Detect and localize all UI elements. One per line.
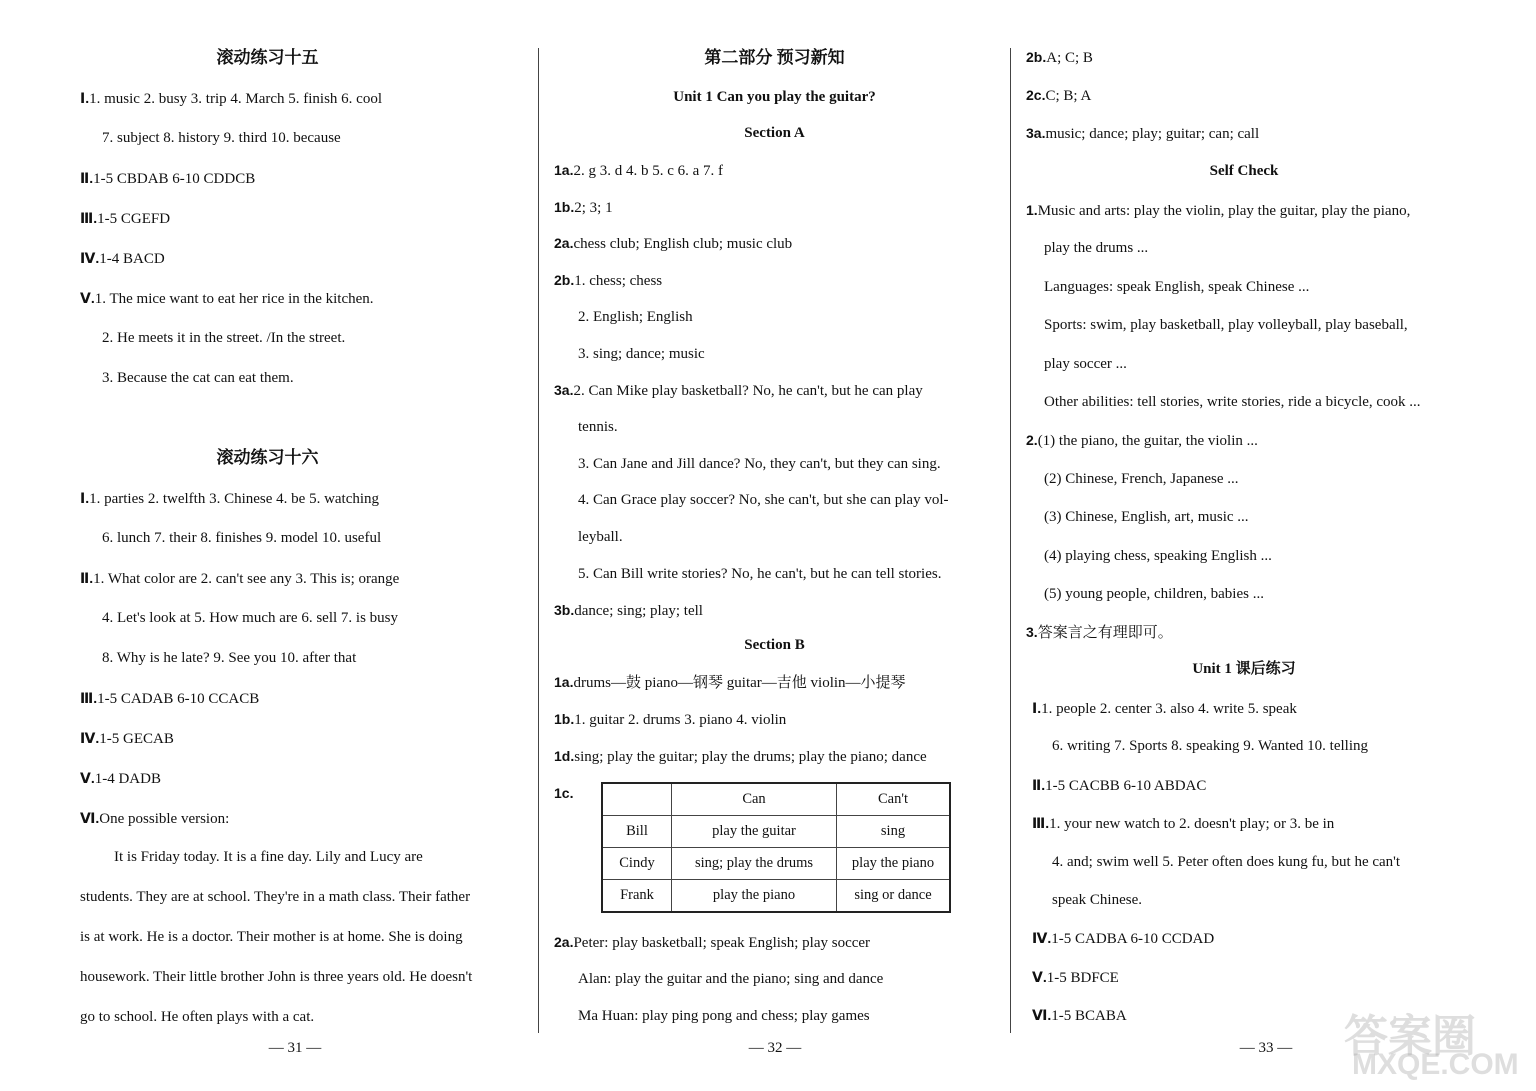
answer-line <box>1026 430 1258 451</box>
answer-text: Alan: play the guitar and the piano; sing and dance <box>578 971 884 987</box>
unit-title: Unit 1 Can you play the guitar? <box>673 89 876 105</box>
answer-line <box>1052 852 1400 872</box>
answer-line <box>1044 546 1272 566</box>
item-label: Ⅰ. <box>80 90 90 106</box>
essay-line: is at work. He is a doctor. Their mother is at home. She is doing <box>80 929 463 945</box>
item-label: 2b. <box>1026 49 1047 65</box>
answer-text: 1-4 DADB <box>94 771 161 787</box>
answer-line <box>1032 813 1334 834</box>
answer-line <box>102 128 341 148</box>
answer-text: play the drums ... <box>1044 240 1149 257</box>
answer-text: 4. Let's look at 5. How much are 6. sell 7. is busy <box>102 610 398 626</box>
table-cell: Cindy <box>602 848 672 880</box>
answer-line <box>554 600 703 621</box>
item-label: 1a. <box>554 674 574 690</box>
item-label: Ⅲ. <box>80 210 98 226</box>
answer-text: One possible version: <box>99 811 230 827</box>
item-label: Ⅰ. <box>1032 700 1042 716</box>
column-divider <box>538 48 539 1033</box>
column-divider <box>1010 48 1011 1033</box>
answer-text: 1. What color are 2. can't see any 3. This is; orange <box>93 571 400 587</box>
item-label: Ⅱ. <box>1032 776 1046 793</box>
item-label: Ⅳ. <box>1032 930 1052 947</box>
table-cell: sing or dance <box>837 880 951 913</box>
answer-line <box>578 1006 870 1026</box>
answer-text: (3) Chinese, English, art, music ... <box>1044 509 1249 526</box>
table-cell: Bill <box>602 816 672 848</box>
answer-text: (2) Chinese, French, Japanese ... <box>1044 470 1239 487</box>
answer-text: 1. parties 2. twelfth 3. Chinese 4. be 5. watching <box>89 491 380 507</box>
answer-line <box>1026 47 1093 68</box>
answer-text: 1. music 2. busy 3. trip 4. March 5. finish 6. cool <box>89 91 382 107</box>
answer-text: (4) playing chess, speaking English ... <box>1044 547 1272 564</box>
page-number: — 32 — <box>748 1040 802 1056</box>
answer-line <box>1026 622 1173 643</box>
answer-line <box>80 208 170 229</box>
item-label: Ⅲ. <box>80 690 98 706</box>
page-33 <box>1014 0 1536 1091</box>
answer-line <box>102 368 294 388</box>
answer-text: 6. writing 7. Sports 8. speaking 9. Wanted 10. telling <box>1052 738 1368 755</box>
answer-line <box>102 608 398 628</box>
answer-line <box>1044 469 1239 489</box>
answer-text: Languages: speak English, speak Chinese ... <box>1044 278 1310 295</box>
answer-line <box>554 233 792 254</box>
answer-text: 1-5 CADBA 6-10 CCDAD <box>1051 931 1215 948</box>
table-header-row <box>602 783 950 816</box>
answer-line <box>80 288 374 309</box>
answer-text: chess club; English club; music club <box>573 236 793 253</box>
answer-text: drums—鼓 piano—钢琴 guitar—吉他 violin—小提琴 <box>573 675 906 691</box>
answer-line <box>80 568 399 589</box>
answer-text: Ma Huan: play ping pong and chess; play games <box>578 1008 870 1024</box>
answer-text: speak Chinese. <box>1052 892 1142 908</box>
answer-text: 1. The mice want to eat her rice in the kitchen. <box>94 291 374 307</box>
answer-line <box>578 564 941 584</box>
unit-practice-title: Unit 1 课后练习 <box>1192 661 1296 677</box>
answer-line <box>1044 277 1309 297</box>
table-cell: Frank <box>602 880 672 913</box>
item-label: Ⅴ. <box>80 290 95 306</box>
self-check-title: Self Check <box>1209 163 1279 179</box>
answer-text: 1. guitar 2. drums 3. piano 4. violin <box>574 712 787 728</box>
answer-text: 2. English; English <box>578 308 693 325</box>
answer-line <box>1044 238 1148 258</box>
item-label: Ⅱ. <box>80 570 94 586</box>
item-label: 3. <box>1026 624 1038 641</box>
answer-line <box>554 380 923 401</box>
answer-line <box>1044 354 1127 374</box>
table-cell: play the piano <box>672 880 837 913</box>
section-a-title: Section A <box>744 125 805 141</box>
answer-line <box>1026 200 1410 221</box>
answer-line <box>1044 584 1264 604</box>
answer-line <box>102 528 381 548</box>
part-title: 第二部分 预习新知 <box>704 48 845 67</box>
answer-line <box>80 488 379 509</box>
answer-text: 4. Can Grace play soccer? No, she can't, but she can play vol- <box>578 492 949 509</box>
header-cell <box>602 783 672 816</box>
answer-line <box>80 808 229 829</box>
item-label: 2a. <box>554 235 574 252</box>
page-number: — 31 — <box>268 1040 322 1056</box>
table-cell: sing; play the drums <box>672 848 837 880</box>
answer-line <box>80 728 174 749</box>
answer-line <box>554 932 870 953</box>
answer-text: 2. He meets it in the street. /In the street. <box>102 330 346 346</box>
answer-line <box>578 417 618 437</box>
table-cell: play the piano <box>837 848 951 880</box>
answer-text: 2. Can Mike play basketball? No, he can't, but he can play <box>573 383 923 400</box>
answer-text: 1-5 GECAB <box>99 731 174 747</box>
table-row <box>602 880 950 913</box>
watermark-url: MXQE.COM <box>1352 1048 1519 1081</box>
item-label: 1d. <box>554 748 575 764</box>
answer-text: 1-5 CADAB 6-10 CCACB <box>97 691 260 707</box>
answer-line <box>554 197 613 218</box>
answer-line <box>1052 736 1368 756</box>
answer-text: 3. Because the cat can eat them. <box>102 370 294 386</box>
answer-line <box>1026 123 1259 144</box>
answer-line <box>554 746 927 767</box>
answer-line <box>578 307 693 327</box>
item-label: 1b. <box>554 711 575 727</box>
answer-line <box>578 969 883 989</box>
answer-text: (5) young people, children, babies ... <box>1044 586 1264 602</box>
item-label: 1. <box>1026 202 1038 218</box>
table-row <box>602 816 950 848</box>
answer-text: 答案言之有理即可。 <box>1037 625 1173 642</box>
essay-line: go to school. He often plays with a cat. <box>80 1009 315 1025</box>
answer-text: Other abilities: tell stories, write stories, ride a bicycle, cook ... <box>1044 394 1421 410</box>
answer-text: A; C; B <box>1046 50 1093 66</box>
answer-line <box>102 328 345 348</box>
answer-text: 8. Why is he late? 9. See you 10. after that <box>102 650 357 666</box>
answer-text: 1. people 2. center 3. also 4. write 5. speak <box>1041 701 1297 717</box>
item-label: 3a. <box>554 382 574 399</box>
answer-text: 3. sing; dance; music <box>578 345 705 362</box>
item-label: 2a. <box>554 934 574 950</box>
item-label: 2c. <box>1026 87 1046 103</box>
answer-line <box>578 490 948 510</box>
page-number: — 33 — <box>1239 1040 1293 1056</box>
table-row <box>602 848 950 880</box>
answer-line <box>1032 698 1297 719</box>
answer-text: 2; 3; 1 <box>574 199 613 216</box>
answer-text: C; B; A <box>1045 88 1092 104</box>
answer-line <box>80 768 161 789</box>
section-b-title: Section B <box>744 637 805 653</box>
answer-text: 4. and; swim well 5. Peter often does kung fu, but he can't <box>1052 853 1401 870</box>
watermark-logo: 答案圈 <box>1344 1012 1476 1061</box>
section-title: 滚动练习十五 <box>216 48 319 67</box>
answer-line <box>1032 967 1119 988</box>
answer-text: leyball. <box>578 529 623 545</box>
table-cell: sing <box>837 816 951 848</box>
answer-text: 6. lunch 7. their 8. finishes 9. model 10. useful <box>102 530 382 546</box>
answer-line <box>80 248 165 269</box>
item-label: 1b. <box>554 198 575 215</box>
answer-text: (1) the piano, the guitar, the violin ... <box>1037 433 1258 450</box>
page-31 <box>0 0 535 1091</box>
item-label: 2. <box>1026 432 1038 449</box>
item-label: 1a. <box>554 162 574 178</box>
answer-text: play soccer ... <box>1044 355 1127 372</box>
essay-line: housework. Their little brother John is three years old. He doesn't <box>80 969 473 985</box>
item-label: Ⅴ. <box>80 770 95 786</box>
answer-line <box>1026 85 1091 106</box>
item-label: 1c. <box>554 785 574 801</box>
section-title: 滚动练习十六 <box>216 448 319 467</box>
answer-line <box>1032 1005 1127 1026</box>
answer-text: 1-5 CACBB 6-10 ABDAC <box>1045 777 1207 794</box>
answer-text: Peter: play basketball; speak English; play soccer <box>573 935 871 951</box>
answer-line <box>578 527 623 547</box>
answer-text: Music and arts: play the violin, play the guitar, play the piano, <box>1037 203 1411 219</box>
answer-text: 1-4 BACD <box>99 251 165 267</box>
answer-line <box>1032 775 1206 796</box>
answer-line <box>80 88 382 109</box>
item-label: 3a. <box>1026 125 1046 141</box>
answer-line <box>1052 890 1142 910</box>
answer-line <box>578 454 941 474</box>
header-cell: Can <box>672 783 837 816</box>
answer-text: 2. g 3. d 4. b 5. c 6. a 7. f <box>573 163 724 179</box>
answer-line <box>80 688 259 709</box>
item-label: Ⅵ. <box>80 810 100 826</box>
answer-text: 1-5 CGEFD <box>97 211 171 227</box>
ability-table <box>601 782 951 913</box>
answer-line <box>554 672 906 693</box>
answer-line <box>554 160 723 181</box>
answer-line <box>578 344 705 364</box>
item-label: 2b. <box>554 272 575 289</box>
item-label: Ⅴ. <box>1032 968 1047 985</box>
item-label: 3b. <box>554 602 575 619</box>
answer-line <box>554 270 662 291</box>
page-32 <box>542 0 1007 1091</box>
answer-text: 7. subject 8. history 9. third 10. because <box>102 130 341 146</box>
answer-text: 3. Can Jane and Jill dance? No, they can't, but they can sing. <box>578 455 941 472</box>
answer-line <box>102 648 356 668</box>
answer-text: 1. your new watch to 2. doesn't play; or 3. be in <box>1049 816 1335 833</box>
answer-text: 1-5 BDFCE <box>1046 969 1119 986</box>
answer-line <box>554 709 786 730</box>
answer-text: 1-5 CBDAB 6-10 CDDCB <box>93 171 256 187</box>
table-cell: play the guitar <box>672 816 837 848</box>
essay-line: students. They are at school. They're in a math class. Their father <box>80 889 471 905</box>
item-label: Ⅰ. <box>80 490 90 506</box>
answer-line <box>80 168 255 189</box>
answer-text: dance; sing; play; tell <box>574 603 703 620</box>
header-cell: Can't <box>837 783 951 816</box>
item-label: Ⅵ. <box>1032 1007 1052 1024</box>
answer-line <box>1044 392 1421 412</box>
answer-text: 1-5 BCABA <box>1051 1008 1127 1025</box>
answer-line <box>1032 928 1214 949</box>
item-label: Ⅱ. <box>80 170 94 186</box>
answer-text: Sports: swim, play basketball, play volleyball, play baseball, <box>1044 317 1408 334</box>
item-label: Ⅳ. <box>80 250 100 266</box>
answer-text: sing; play the guitar; play the drums; play the piano; dance <box>574 749 927 765</box>
essay-line: It is Friday today. It is a fine day. Lily and Lucy are <box>114 849 423 865</box>
answer-line <box>1044 315 1408 335</box>
answer-line <box>1044 507 1249 527</box>
answer-text: 5. Can Bill write stories? No, he can't, but he can tell stories. <box>578 565 942 582</box>
answer-text: 1. chess; chess <box>574 273 663 290</box>
answer-text: music; dance; play; guitar; can; call <box>1045 126 1260 142</box>
item-label: Ⅲ. <box>1032 815 1050 832</box>
answer-text: tennis. <box>578 418 618 435</box>
item-label: Ⅳ. <box>80 730 100 746</box>
